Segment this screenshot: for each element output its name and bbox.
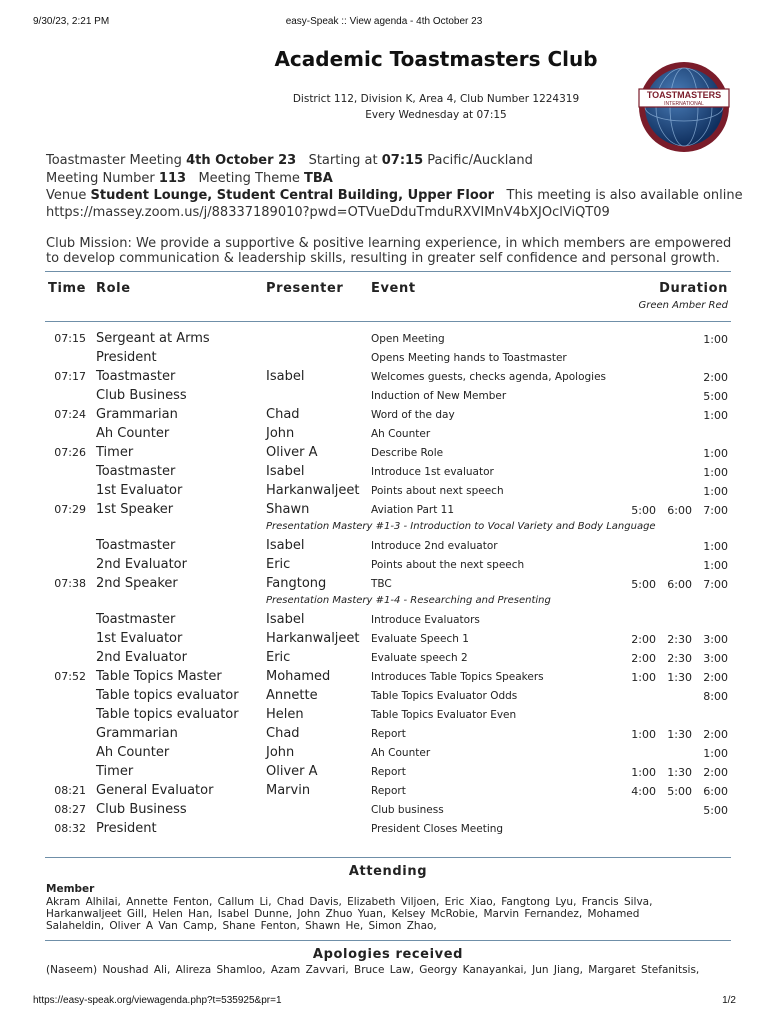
col-header-event: Event [371, 281, 416, 296]
agenda-role: 2nd Speaker [96, 576, 178, 591]
meeting-number-label: Meeting Number [46, 171, 155, 186]
pathway-project-note: Presentation Mastery #1-4 - Researching and Presenting [266, 595, 551, 606]
agenda-row [0, 503, 768, 522]
agenda-role: President [96, 821, 157, 836]
agenda-presenter: Oliver A [266, 445, 318, 460]
venue-name: Student Lounge, Student Central Building, Upper Floor [90, 188, 495, 203]
agenda-red: 2:00 [703, 766, 728, 779]
venue-label: Venue [46, 188, 87, 203]
agenda-red: 2:00 [703, 671, 728, 684]
divider [45, 321, 731, 322]
agenda-role: 2nd Evaluator [96, 650, 187, 665]
meeting-theme: TBA [304, 171, 333, 186]
agenda-row [0, 408, 768, 427]
agenda-green: 1:00 [631, 728, 656, 741]
agenda-red: 6:00 [703, 785, 728, 798]
agenda-role: Toastmaster [96, 612, 176, 627]
agenda-red: 2:00 [703, 371, 728, 384]
agenda-row [0, 822, 768, 841]
meeting-theme-label: Meeting Theme [198, 171, 300, 186]
agenda-row [0, 613, 768, 632]
agenda-green: 4:00 [631, 785, 656, 798]
agenda-row [0, 746, 768, 765]
agenda-row [0, 727, 768, 746]
agenda-event: Introduce Evaluators [371, 614, 480, 626]
agenda-time: 07:26 [54, 446, 86, 459]
agenda-event: Report [371, 728, 406, 740]
agenda-time: 07:17 [54, 370, 86, 383]
agenda-amber: 1:30 [667, 766, 692, 779]
agenda-presenter: Mohamed [266, 669, 331, 684]
agenda-time: 08:27 [54, 803, 86, 816]
agenda-presenter: Chad [266, 407, 300, 422]
agenda-presenter: Annette [266, 688, 318, 703]
agenda-role: Timer [96, 764, 134, 779]
print-page-title: easy-Speak :: View agenda - 4th October 23 [285, 16, 483, 27]
agenda-role: Club Business [96, 802, 187, 817]
agenda-amber: 1:30 [667, 671, 692, 684]
attending-names-2: Harkanwaljeet Gill, Helen Han, Isabel Dunne, John Zhuo Yuan, Kelsey McRobie, Marvin Fernandez, Mohamed [46, 908, 640, 920]
agenda-presenter: Shawn [266, 502, 310, 517]
agenda-row [0, 370, 768, 389]
agenda-role: Grammarian [96, 407, 178, 422]
agenda-event: Induction of New Member [371, 390, 507, 402]
agenda-presenter: Eric [266, 557, 291, 572]
agenda-row [0, 708, 768, 727]
agenda-presenter: Fangtong [266, 576, 327, 591]
agenda-event: Table Topics Evaluator Odds [371, 690, 518, 702]
attending-names-1: Akram Alhilai, Annette Fenton, Callum Li, Chad Davis, Elizabeth Viljoen, Eric Xiao, Fangtong Lyu, Francis Silva, [46, 896, 653, 908]
agenda-role: Ah Counter [96, 426, 170, 441]
agenda-role: Toastmaster [96, 464, 176, 479]
agenda-row [0, 332, 768, 351]
agenda-row [0, 351, 768, 370]
agenda-amber: 2:30 [667, 633, 692, 646]
agenda-event: Ah Counter [371, 428, 431, 440]
agenda-red: 1:00 [703, 559, 728, 572]
agenda-event: Evaluate speech 2 [371, 652, 468, 664]
agenda-role: Toastmaster [96, 538, 176, 553]
toastmasters-logo [637, 60, 731, 154]
agenda-event: Report [371, 785, 406, 797]
agenda-role: Toastmaster [96, 369, 176, 384]
agenda-red: 1:00 [703, 747, 728, 760]
meeting-timezone: Pacific/Auckland [427, 153, 533, 168]
agenda-time: 07:38 [54, 577, 86, 590]
agenda-red: 3:00 [703, 652, 728, 665]
agenda-red: 7:00 [703, 504, 728, 517]
agenda-role: President [96, 350, 157, 365]
agenda-red: 1:00 [703, 466, 728, 479]
agenda-row [0, 689, 768, 708]
agenda-row [0, 484, 768, 503]
print-page-number: 1/2 [722, 995, 736, 1006]
meeting-label: Toastmaster Meeting [46, 153, 182, 168]
col-header-duration: Duration [659, 281, 728, 296]
agenda-presenter: Isabel [266, 464, 305, 479]
attending-heading: Attending [348, 864, 428, 879]
agenda-green: 5:00 [631, 504, 656, 517]
apologies-heading: Apologies received [312, 947, 464, 962]
print-datetime: 9/30/23, 2:21 PM [33, 16, 110, 27]
agenda-time: 08:21 [54, 784, 86, 797]
starting-label: Starting at [308, 153, 378, 168]
agenda-event: TBC [371, 578, 392, 590]
agenda-green: 1:00 [631, 671, 656, 684]
agenda-row [0, 558, 768, 577]
agenda-row [0, 765, 768, 784]
club-name: Academic Toastmasters Club [274, 47, 598, 71]
agenda-event: Open Meeting [371, 333, 445, 345]
agenda-role: Sergeant at Arms [96, 331, 210, 346]
col-header-time: Time [48, 281, 87, 296]
agenda-event: Introduce 2nd evaluator [371, 540, 498, 552]
agenda-event: Report [371, 766, 406, 778]
agenda-row [0, 577, 768, 596]
agenda-amber: 5:00 [667, 785, 692, 798]
agenda-red: 1:00 [703, 485, 728, 498]
agenda-role: 2nd Evaluator [96, 557, 187, 572]
agenda-event: Table Topics Evaluator Even [371, 709, 517, 721]
col-header-presenter: Presenter [266, 281, 344, 296]
agenda-presenter: Harkanwaljeet [266, 483, 360, 498]
agenda-event: Word of the day [371, 409, 455, 421]
timing-lights-legend: Green Amber Red [638, 300, 728, 311]
agenda-event: Describe Role [371, 447, 444, 459]
agenda-role: Ah Counter [96, 745, 170, 760]
agenda-red: 3:00 [703, 633, 728, 646]
agenda-role: Table Topics Master [96, 669, 222, 684]
print-url: https://easy-speak.org/viewagenda.php?t=535925&pr=1 [33, 995, 282, 1006]
agenda-red: 1:00 [703, 540, 728, 553]
agenda-red: 5:00 [703, 390, 728, 403]
agenda-row [0, 784, 768, 803]
divider [45, 271, 731, 272]
agenda-red: 7:00 [703, 578, 728, 591]
meeting-start-time: 07:15 [381, 153, 424, 168]
agenda-event: Club business [371, 804, 444, 816]
agenda-role: Club Business [96, 388, 187, 403]
agenda-amber: 2:30 [667, 652, 692, 665]
agenda-event: Points about next speech [371, 485, 504, 497]
agenda-time: 08:32 [54, 822, 86, 835]
meeting-line-3 [46, 188, 743, 203]
agenda-role: 1st Speaker [96, 502, 174, 517]
agenda-red: 2:00 [703, 728, 728, 741]
club-district-line: District 112, Division K, Area 4, Club Number 1224319 [292, 93, 580, 105]
agenda-event: Introduce 1st evaluator [371, 466, 494, 478]
agenda-role: 1st Evaluator [96, 483, 183, 498]
agenda-amber: 6:00 [667, 578, 692, 591]
agenda-presenter: John [266, 426, 295, 441]
logo-text-main: TOASTMASTERS [646, 90, 722, 100]
agenda-presenter: Isabel [266, 538, 305, 553]
agenda-row [0, 651, 768, 670]
divider [45, 857, 731, 858]
agenda-event: Welcomes guests, checks agenda, Apologies [371, 371, 607, 383]
agenda-role: Table topics evaluator [96, 688, 239, 703]
agenda-role: General Evaluator [96, 783, 214, 798]
agenda-row [0, 389, 768, 408]
agenda-time: 07:52 [54, 670, 86, 683]
agenda-green: 2:00 [631, 633, 656, 646]
agenda-event: President Closes Meeting [371, 823, 504, 835]
member-label: Member [46, 883, 95, 895]
agenda-role: Grammarian [96, 726, 178, 741]
meeting-number: 113 [158, 171, 187, 186]
agenda-presenter: Isabel [266, 369, 305, 384]
agenda-event: Ah Counter [371, 747, 431, 759]
pathway-project-note: Presentation Mastery #1-3 - Introduction to Vocal Variety and Body Language [266, 521, 656, 532]
agenda-row [0, 427, 768, 446]
agenda-red: 1:00 [703, 409, 728, 422]
zoom-link[interactable]: https://massey.zoom.us/j/88337189010?pwd=OTVueDduTmduRXVIMnV4bXJOclViQT09 [46, 205, 610, 220]
club-schedule-line: Every Wednesday at 07:15 [365, 109, 507, 121]
agenda-amber: 1:30 [667, 728, 692, 741]
agenda-red: 1:00 [703, 447, 728, 460]
agenda-event: Introduces Table Topics Speakers [371, 671, 544, 683]
agenda-row [0, 446, 768, 465]
agenda-row [0, 632, 768, 651]
meeting-line-1 [46, 153, 533, 168]
agenda-presenter: Isabel [266, 612, 305, 627]
agenda-red: 5:00 [703, 804, 728, 817]
agenda-event: Opens Meeting hands to Toastmaster [371, 352, 567, 364]
agenda-presenter: Oliver A [266, 764, 318, 779]
agenda-role: Table topics evaluator [96, 707, 239, 722]
agenda-row [0, 465, 768, 484]
apologies-names: (Naseem) Noushad Ali, Alireza Shamloo, Azam Zavvari, Bruce Law, Georgy Kanayankai, Jun Jiang, Margaret Stefanitsis, [46, 964, 700, 976]
agenda-time: 07:29 [54, 503, 86, 516]
agenda-role: Timer [96, 445, 134, 460]
agenda-green: 1:00 [631, 766, 656, 779]
agenda-time: 07:24 [54, 408, 86, 421]
divider [45, 940, 731, 941]
agenda-amber: 6:00 [667, 504, 692, 517]
agenda-role: 1st Evaluator [96, 631, 183, 646]
agenda-presenter: Helen [266, 707, 304, 722]
agenda-event: Points about the next speech [371, 559, 525, 571]
agenda-presenter: Harkanwaljeet [266, 631, 360, 646]
agenda-green: 2:00 [631, 652, 656, 665]
attending-names-3: Salaheldin, Oliver A Van Camp, Shane Fenton, Shawn He, Simon Zhao, [46, 920, 437, 932]
agenda-presenter: John [266, 745, 295, 760]
agenda-presenter: Marvin [266, 783, 311, 798]
agenda-row [0, 803, 768, 822]
agenda-row [0, 539, 768, 558]
agenda-row [0, 670, 768, 689]
agenda-event: Aviation Part 11 [371, 504, 455, 516]
agenda-red: 1:00 [703, 333, 728, 346]
agenda-red: 8:00 [703, 690, 728, 703]
agenda-presenter: Chad [266, 726, 300, 741]
col-header-role: Role [96, 281, 131, 296]
club-mission: Club Mission: We provide a supportive & positive learning experience, in which members are empowered to develop communication & leadership skills, resulting in greater self confidence and personal growth. [46, 236, 732, 266]
agenda-time: 07:15 [54, 332, 86, 345]
agenda-presenter: Eric [266, 650, 291, 665]
meeting-line-2 [46, 171, 333, 186]
agenda-event: Evaluate Speech 1 [371, 633, 469, 645]
logo-text-sub: INTERNATIONAL [664, 101, 704, 107]
meeting-date: 4th October 23 [186, 153, 297, 168]
agenda-green: 5:00 [631, 578, 656, 591]
online-note: This meeting is also available online [506, 188, 743, 203]
